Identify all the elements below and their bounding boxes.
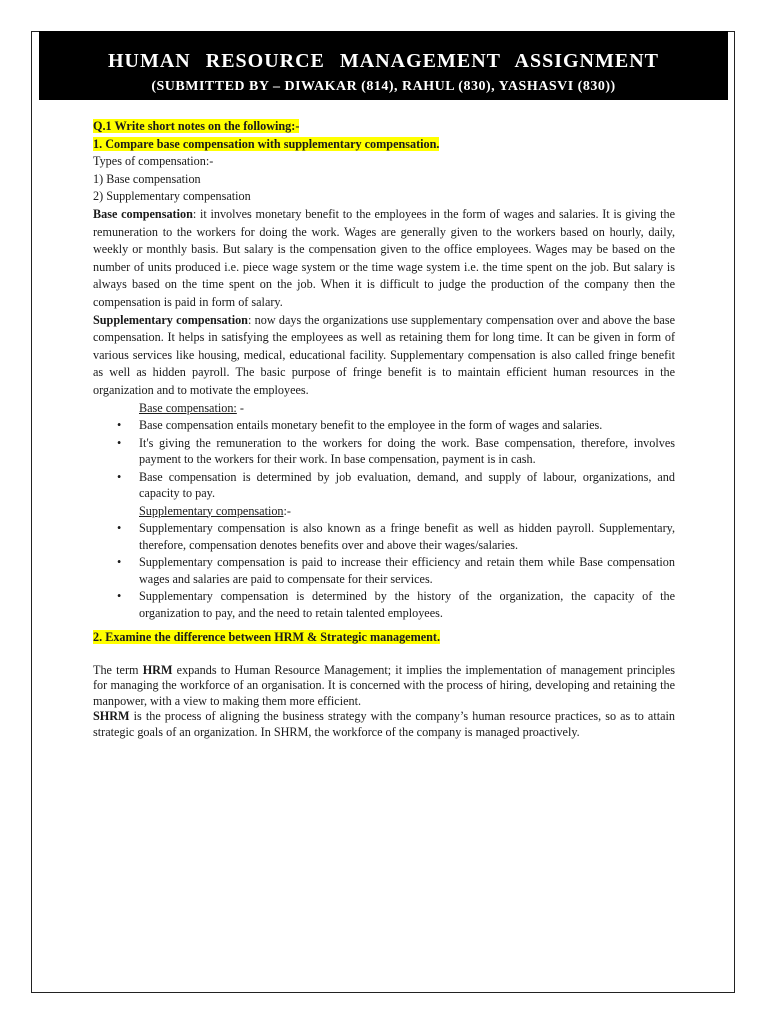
list-item: • It's giving the remuneration to the workers for doing the work. Base compensation, therefore, involves payment to the workers for their work. In base compensation, payment is in cash. xyxy=(139,435,675,468)
question-2-heading: 2. Examine the difference between HRM & Strategic management. xyxy=(93,630,441,645)
base-bullets xyxy=(139,417,675,502)
supp-bullets xyxy=(139,520,675,621)
shrm-text: is the process of aligning the business strategy with the company’s human resource practices, so as to attain strategic goals of an organization. In SHRM, the workforce of the company is managed proactively. xyxy=(93,709,675,739)
type-1: 1) Base compensation xyxy=(93,171,201,186)
list-item: • Base compensation is determined by job evaluation, demand, and supply of labour, organizations, and capacity to pay. xyxy=(139,469,675,502)
base-text: : it involves monetary benefit to the employees in the form of wages and salaries. It is giving the remuneration to the workers for doing the work. Wages are generally given to the workers based on hourly, daily, weekly or monthly basis. But salary is the compensation given to the office employees. Wages may be based on the number of units produced i.e. piece wage system or the time wage system i.e. the time spent on the job. But salary is always based on the time spent on the job. When it is difficult to judge the production of the company then the compensation is paid in form of salary. xyxy=(93,206,675,309)
list-item: • Base compensation entails monetary benefit to the employee in the form of wages and salaries. xyxy=(139,417,675,434)
shrm-term: SHRM xyxy=(93,709,130,724)
type-2: 2) Supplementary compensation xyxy=(93,189,251,204)
subquestion-1-heading: 1. Compare base compensation with supplementary compensation. xyxy=(93,136,440,151)
base-list-heading: Base compensation: xyxy=(139,400,237,415)
types-intro: Types of compensation:- xyxy=(93,154,214,169)
title-banner xyxy=(39,31,728,100)
document-title: HUMAN RESOURCE MANAGEMENT ASSIGNMENT xyxy=(107,50,659,72)
hrm-mid: expands to Human Resource Management; it implies the implementation of management principles for managing the workforce of an organisation. It is concerned with the process of hiring, developing and retaining the manpower, with a view to making them more efficient. xyxy=(93,662,675,708)
base-compensation-paragraph xyxy=(93,206,675,312)
document-subtitle: (SUBMITTED BY – DIWAKAR (814), RAHUL (830), YASHASVI (830)) xyxy=(151,79,616,94)
supplementary-compensation-paragraph xyxy=(93,312,675,400)
supp-list-heading-suffix: :- xyxy=(283,503,291,518)
supp-text: : now days the organizations use supplementary compensation over and above the base compensation. It helps in satisfying the employees as well as retaining them for long time. It can be given in form of various services like housing, medical, educational facility. Supplementary compensation is also called fringe benefit as well as hidden payroll. The basic purpose of fringe benefit is to maintain efficient human resources in the organization and to motivate the employees. xyxy=(93,312,675,397)
base-list-heading-suffix: - xyxy=(236,400,244,415)
list-item: • Supplementary compensation is paid to increase their efficiency and retain them while Base compensation wages and salaries are paid to compensate for their services. xyxy=(139,554,675,587)
question-1-heading: Q.1 Write short notes on the following:- xyxy=(93,119,300,133)
list-item: • Supplementary compensation is determined by the history of the organization, the capacity of the organization to pay, and the need to retain talented employees. xyxy=(139,588,675,621)
supp-list-heading: Supplementary compensation xyxy=(139,503,284,518)
supp-term: Supplementary compensation xyxy=(93,312,248,327)
hrm-paragraph xyxy=(93,663,675,741)
list-item: • Supplementary compensation is also known as a fringe benefit as well as hidden payroll. Supplementary, therefore, compensation denotes benefits over and above their wages/salaries. xyxy=(139,520,675,553)
document-body xyxy=(93,118,675,740)
hrm-term: HRM xyxy=(142,662,173,677)
base-term: Base compensation xyxy=(93,206,193,221)
comparison-list xyxy=(139,400,675,622)
hrm-pre: The term xyxy=(93,662,143,677)
